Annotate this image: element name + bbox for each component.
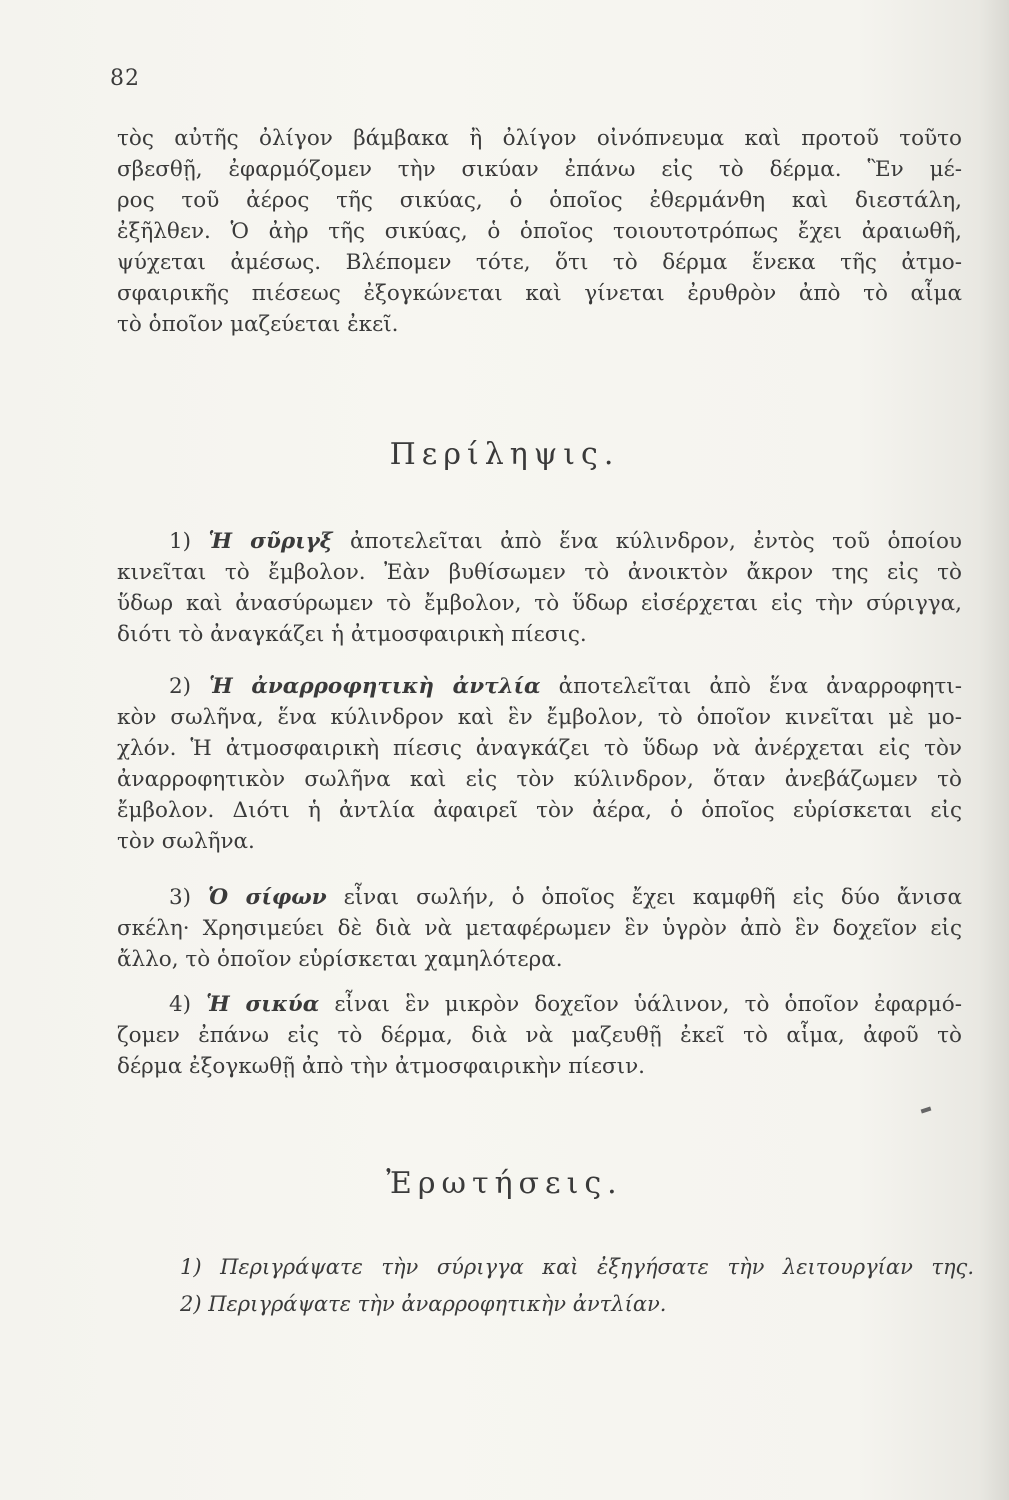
- text-line: ἔμβολον. Διότι ἡ ἀντλία ἀφαιρεῖ τὸν ἀέρα, ὁ ὁποῖος εὑρίσκεται εἰς: [117, 798, 962, 823]
- text-line: τὸ ὁποῖον μαζεύεται ἐκεῖ.: [117, 312, 399, 337]
- question-1: 1) Περιγράψατε τὴν σύριγγα καὶ ἐξηγήσατε τὴν λειτουργίαν της.: [180, 1255, 974, 1279]
- page-number: 82: [110, 66, 140, 91]
- text-line: ὕδωρ καὶ ἀνασύρωμεν τὸ ἔμβολον, τὸ ὕδωρ εἰσέρχεται εἰς τὴν σύριγγα,: [117, 591, 962, 616]
- item-term: Ἡ σῦριγξ: [208, 529, 333, 554]
- summary-heading: Περίληψις.: [389, 437, 620, 472]
- text-line: ἀναρροφητικὸν σωλῆνα καὶ εἰς τὸν κύλινδρον, ὅταν ἀνεβάζωμεν τὸ: [117, 767, 962, 792]
- item-term: Ἡ ἀναρροφητικὴ ἀντλία: [209, 674, 541, 699]
- item-text: ἀποτελεῖται ἀπὸ ἕνα ἀναρροφητι-: [540, 674, 962, 699]
- text-line: [117, 671, 962, 702]
- text-line: τὸς αὐτῆς ὀλίγον βάμβακα ἢ ὀλίγον οἰνόπνευμα καὶ προτοῦ τοῦτο: [117, 126, 962, 151]
- ink-mark: [921, 1107, 932, 1114]
- text-line: [117, 882, 962, 913]
- item-text: εἶναι ἓν μικρὸν δοχεῖον ὑάλινον, τὸ ὁποῖον ἐφαρμό-: [319, 992, 962, 1017]
- item-number: 4): [169, 992, 207, 1017]
- text-line: σκέλη· Χρησιμεύει δὲ διὰ νὰ μεταφέρωμεν ἓν ὑγρὸν ἀπὸ ἓν δοχεῖον εἰς: [117, 916, 962, 941]
- intro-paragraph: [117, 123, 962, 340]
- summary-item-1: [117, 526, 962, 650]
- text-line: ρος τοῦ ἀέρος τῆς σικύας, ὁ ὁποῖος ἐθερμάνθη καὶ διεστάλη,: [117, 188, 962, 213]
- text-line: [117, 526, 962, 557]
- item-number: 3): [169, 885, 208, 910]
- item-text: ἀποτελεῖται ἀπὸ ἕνα κύλινδρον, ἐντὸς τοῦ ὁποίου: [332, 529, 962, 554]
- text-line: δέρμα ἐξογκωθῇ ἀπὸ τὴν ἀτμοσφαιρικὴν πίεσιν.: [117, 1054, 645, 1079]
- text-line: κὸν σωλῆνα, ἕνα κύλινδρον καὶ ἓν ἔμβολον, τὸ ὁποῖον κινεῖται μὲ μο-: [117, 705, 962, 730]
- summary-item-2: [117, 671, 962, 857]
- item-number: 1): [169, 529, 209, 554]
- item-number: 2): [169, 674, 210, 699]
- text-line: ἐξῆλθεν. Ὁ ἀὴρ τῆς σικύας, ὁ ὁποῖος τοιουτοτρόπως ἔχει ἀραιωθῆ,: [117, 219, 962, 244]
- item-text: εἶναι σωλήν, ὁ ὁποῖος ἔχει καμφθῆ εἰς δύο ἄνισα: [326, 885, 962, 910]
- text-line: ἄλλο, τὸ ὁποῖον εὑρίσκεται χαμηλότερα.: [117, 947, 563, 972]
- text-line: χλόν. Ἡ ἀτμοσφαιρικὴ πίεσις ἀναγκάζει τὸ ὕδωρ νὰ ἀνέρχεται εἰς τὸν: [117, 736, 962, 761]
- question-2: 2) Περιγράψατε τὴν ἀναρροφητικὴν ἀντλίαν.: [180, 1292, 667, 1316]
- text-line: τὸν σωλῆνα.: [117, 829, 255, 854]
- summary-item-4: [117, 989, 962, 1082]
- item-term: Ἡ σικύα: [206, 992, 320, 1017]
- text-line: [117, 989, 962, 1020]
- text-line: σβεσθῇ, ἐφαρμόζομεν τὴν σικύαν ἐπάνω εἰς τὸ δέρμα. Ἓν μέ-: [117, 157, 962, 182]
- summary-item-3: [117, 882, 962, 975]
- text-line: ψύχεται ἀμέσως. Βλέπομεν τότε, ὅτι τὸ δέρμα ἕνεκα τῆς ἀτμο-: [117, 250, 962, 275]
- text-line: ζομεν ἐπάνω εἰς τὸ δέρμα, διὰ νὰ μαζευθῇ ἐκεῖ τὸ αἷμα, ἀφοῦ τὸ: [117, 1023, 962, 1048]
- item-term: Ὁ σίφων: [207, 885, 327, 910]
- text-line: κινεῖται τὸ ἔμβολον. Ἐὰν βυθίσωμεν τὸ ἀνοικτὸν ἄκρον της εἰς τὸ: [117, 560, 962, 585]
- text-line: διότι τὸ ἀναγκάζει ἡ ἀτμοσφαιρικὴ πίεσις.: [117, 622, 587, 647]
- text-line: σφαιρικῆς πιέσεως ἐξογκώνεται καὶ γίνεται ἐρυθρὸν ἀπὸ τὸ αἷμα: [117, 281, 962, 306]
- questions-heading: Ἐρωτήσεις.: [386, 1166, 623, 1201]
